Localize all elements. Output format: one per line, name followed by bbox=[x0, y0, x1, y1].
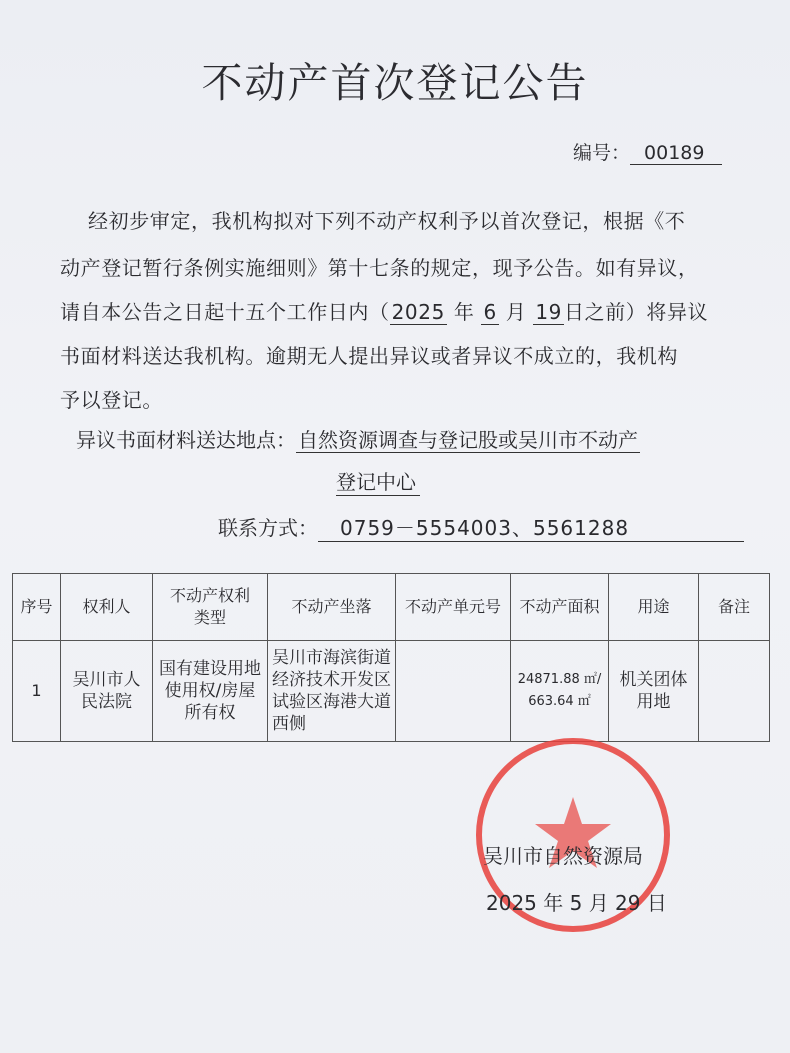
address-line bbox=[76, 424, 640, 453]
deadline-month-unit: 月 bbox=[505, 300, 527, 324]
header-remark: 备注 bbox=[699, 574, 770, 641]
table-header-row bbox=[13, 574, 770, 641]
cell-holder: 吴川市人民法院 bbox=[61, 641, 153, 742]
property-table bbox=[12, 573, 770, 742]
header-right-type: 不动产权利类型 bbox=[153, 574, 268, 641]
contact-label: 联系方式： bbox=[218, 516, 318, 540]
table-row bbox=[13, 641, 770, 742]
serial-number bbox=[573, 138, 722, 165]
cell-no: 1 bbox=[13, 641, 61, 742]
body-line-5: 予以登记。 bbox=[60, 388, 163, 412]
body-line-2: 动产登记暂行条例实施细则》第十七条的规定，现予公告。如有异议， bbox=[60, 256, 699, 280]
header-location: 不动产坐落 bbox=[268, 574, 396, 641]
address-label: 异议书面材料送达地点： bbox=[76, 428, 296, 452]
cell-usage: 机关团体用地 bbox=[609, 641, 699, 742]
deadline-day: 19 bbox=[535, 300, 562, 324]
serial-label: 编号： bbox=[573, 142, 631, 164]
serial-value: 00189 bbox=[630, 142, 722, 165]
header-no: 序号 bbox=[13, 574, 61, 641]
cell-remark bbox=[699, 641, 770, 742]
contact-line bbox=[218, 512, 744, 542]
address-value-1: 自然资源调查与登记股或吴川市不动产 bbox=[298, 428, 638, 452]
header-unit-no: 不动产单元号 bbox=[396, 574, 511, 641]
issuer-name: 吴川市自然资源局 bbox=[483, 844, 643, 868]
deadline-month: 6 bbox=[483, 300, 497, 324]
issue-date: 2025 年 5 月 29 日 bbox=[486, 891, 667, 915]
body-line-3-pre: 请自本公告之日起十五个工作日内（ bbox=[60, 300, 390, 324]
deadline-year-unit: 年 bbox=[453, 300, 475, 324]
contact-value: 0759－5554003、5561288 bbox=[318, 512, 744, 542]
header-holder: 权利人 bbox=[61, 574, 153, 641]
page-title: 不动产首次登记公告 bbox=[201, 59, 589, 107]
header-area: 不动产面积 bbox=[511, 574, 609, 641]
cell-area: 24871.88 ㎡/ 663.64 ㎡ bbox=[511, 641, 609, 742]
cell-right-type: 国有建设用地使用权/房屋所有权 bbox=[153, 641, 268, 742]
header-usage: 用途 bbox=[609, 574, 699, 641]
body-line-3 bbox=[60, 296, 708, 325]
body-line-3-post: 日之前）将异议 bbox=[564, 300, 709, 324]
cell-location: 吴川市海滨街道经济技术开发区试验区海港大道西侧 bbox=[268, 641, 396, 742]
body-line-1: 经初步审定，我机构拟对下列不动产权利予以首次登记，根据《不 bbox=[88, 209, 686, 233]
deadline-year: 2025 bbox=[391, 300, 445, 324]
cell-unit-no bbox=[396, 641, 511, 742]
address-value-2: 登记中心 bbox=[336, 466, 420, 496]
body-line-4: 书面材料送达我机构。逾期无人提出异议或者异议不成立的，我机构 bbox=[60, 344, 678, 368]
